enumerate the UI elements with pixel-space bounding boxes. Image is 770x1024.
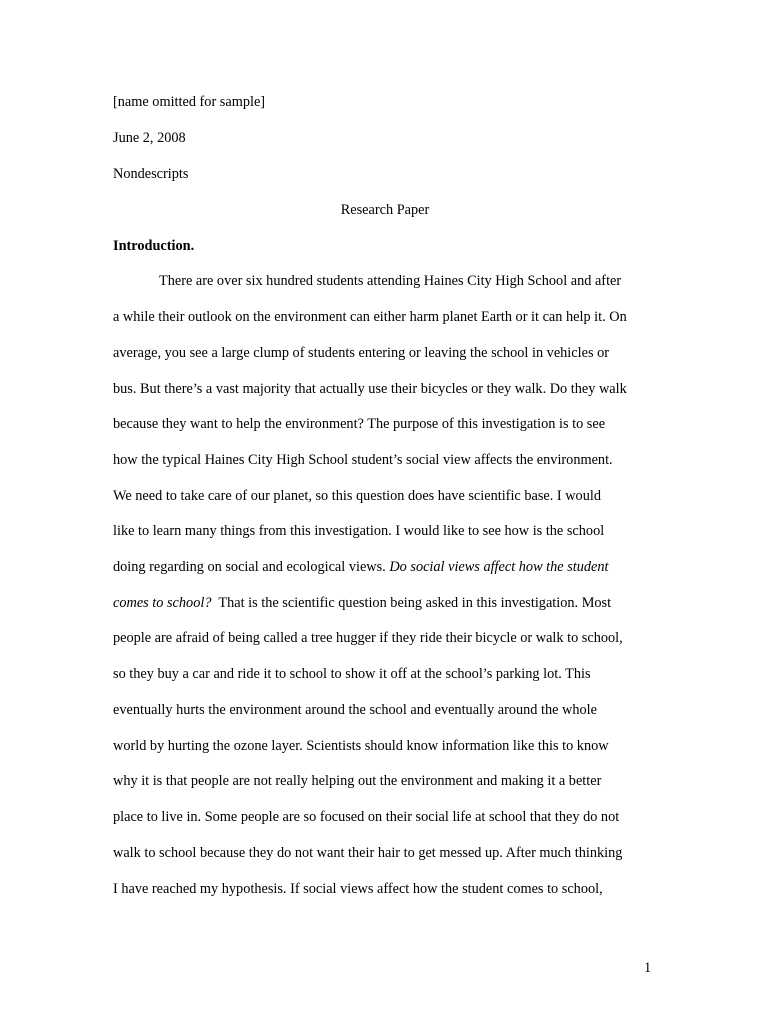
research-question-text: comes to school? [113, 595, 212, 611]
paper-title-text: Research Paper [340, 202, 430, 218]
paragraph-line: walk to school because they do not want their hair to get messed up. After much thinking [113, 845, 623, 861]
research-question-text: Do social views affect how the student [389, 559, 609, 575]
paragraph-line: bus. But there’s a vast majority that actually use their bicycles or they walk. Do they walk [113, 381, 627, 397]
author-name: [name omitted for sample] [113, 94, 266, 110]
paragraph-line: like to learn many things from this investigation. I would like to see how is the school [113, 523, 605, 539]
paragraph-line: because they want to help the environment? The purpose of this investigation is to see [113, 416, 606, 432]
date: June 2, 2008 [113, 130, 186, 146]
paragraph-line: people are afraid of being called a tree hugger if they ride their bicycle or walk to school, [113, 630, 623, 646]
paragraph-line: world by hurting the ozone layer. Scientists should know information like this to know [113, 738, 609, 754]
paragraph-line: how the typical Haines City High School student’s social view affects the environment. [113, 452, 613, 468]
paragraph-line: I have reached my hypothesis. If social views affect how the student comes to school, [113, 881, 603, 897]
paragraph-line: average, you see a large clump of students entering or leaving the school in vehicles or [113, 345, 609, 361]
paragraph-line: place to live in. Some people are so focused on their social life at school that they do not [113, 809, 620, 825]
paragraph-text: doing regarding on social and ecological views. [113, 559, 390, 575]
page-number: 1 [644, 960, 652, 976]
paragraph-line: why it is that people are not really helping out the environment and making it a better [113, 773, 602, 789]
paragraph-line [113, 594, 611, 612]
paragraph-line: We need to take care of our planet, so this question does have scientific base. I would [113, 488, 601, 504]
paragraph-line [113, 558, 609, 576]
paragraph-line: a while their outlook on the environment can either harm planet Earth or it can help it. On [113, 309, 627, 325]
paragraph-line: eventually hurts the environment around the school and eventually around the whole [113, 702, 597, 718]
paragraph-text: That is the scientific question being asked in this investigation. Most [211, 595, 612, 611]
section-heading: Introduction. [113, 238, 195, 254]
paper-title [0, 201, 770, 219]
class-name: Nondescripts [113, 166, 189, 182]
paragraph-line: There are over six hundred students attending Haines City High School and after [159, 273, 622, 289]
paragraph-line: so they buy a car and ride it to school to show it off at the school’s parking lot. This [113, 666, 591, 682]
